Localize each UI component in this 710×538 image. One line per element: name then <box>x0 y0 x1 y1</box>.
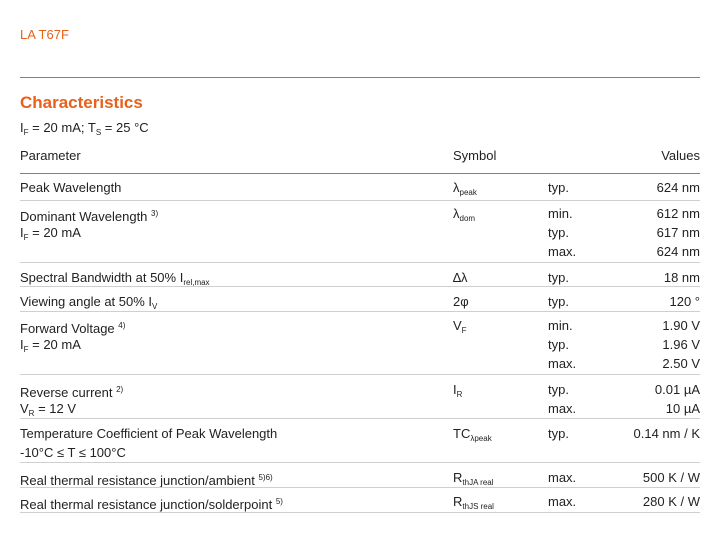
subscript: thJS real <box>462 502 494 511</box>
value-cell: 624 nm <box>656 180 700 195</box>
text-part: Forward Voltage <box>20 321 119 336</box>
condition-current-sub: F <box>23 128 29 137</box>
footnote-ref: 3) <box>151 209 159 218</box>
parameter-cell <box>20 178 121 197</box>
qualifier-cell: min. <box>548 318 573 333</box>
text-part: Dominant Wavelength <box>20 209 152 224</box>
footnote-ref: 5) <box>275 497 283 506</box>
column-header-parameter: Parameter <box>20 148 81 163</box>
symbol-cell <box>453 292 469 311</box>
value-cell: 624 nm <box>656 244 700 259</box>
parameter-cell <box>20 292 157 316</box>
qualifier-cell: typ. <box>548 225 569 240</box>
value-cell: 1.90 V <box>662 318 700 333</box>
qualifier-cell: typ. <box>548 337 569 352</box>
text-part: I <box>20 225 24 240</box>
symbol-cell <box>453 178 477 202</box>
text-part: -10°C ≤ T ≤ 100°C <box>20 445 126 460</box>
text-part: Viewing angle at 50% I <box>20 294 153 309</box>
subscript: R <box>456 390 463 399</box>
qualifier-cell: typ. <box>548 180 569 195</box>
qualifier-cell: min. <box>548 206 573 221</box>
subscript: F <box>23 345 29 354</box>
value-cell: 2.50 V <box>662 356 700 371</box>
text-part: = 20 mA <box>28 337 81 352</box>
row-divider <box>20 512 700 513</box>
text-part: I <box>20 337 24 352</box>
parameter-condition <box>20 399 76 423</box>
condition-current-symbol: I <box>20 120 24 135</box>
text-part: I <box>453 382 457 397</box>
subscript: F <box>461 326 467 335</box>
text-part: 2φ <box>453 294 469 309</box>
text-part: R <box>453 470 463 485</box>
parameter-condition <box>20 223 81 247</box>
value-cell: 500 K / W <box>642 470 700 485</box>
value-cell: 10 µA <box>665 401 700 416</box>
section-title: Characteristics <box>20 93 143 112</box>
measurement-conditions <box>20 120 149 137</box>
text-part: ∆λ <box>453 270 468 285</box>
row-divider <box>20 487 700 488</box>
text-part: Real thermal resistance junction/solderpoint <box>20 497 276 512</box>
subscript: dom <box>459 214 476 223</box>
qualifier-cell: max. <box>548 356 577 371</box>
text-part: Spectral Bandwidth at 50% I <box>20 270 184 285</box>
subscript: F <box>23 233 29 242</box>
column-header-values: Values <box>661 148 700 163</box>
qualifier-cell: max. <box>548 401 577 416</box>
condition-temp-sub: S <box>95 128 102 137</box>
footnote-ref: 2) <box>116 385 124 394</box>
row-divider <box>20 462 700 463</box>
subscript: thJA real <box>462 478 494 487</box>
part-number: LA T67F <box>20 27 69 42</box>
text-part: Real thermal resistance junction/ambient <box>20 473 259 488</box>
parameter-cell <box>20 492 283 514</box>
qualifier-cell: max. <box>548 244 577 259</box>
subscript: peak <box>459 188 477 197</box>
parameter-cell <box>20 424 277 443</box>
row-divider <box>20 286 700 287</box>
row-divider <box>20 262 700 263</box>
text-part: Peak Wavelength <box>20 180 122 195</box>
value-cell: 120 ° <box>669 294 700 309</box>
text-part: λ <box>453 206 460 221</box>
symbol-cell <box>453 380 462 404</box>
condition-temp-value: = 25 °C <box>101 120 149 135</box>
value-cell: 612 nm <box>656 206 700 221</box>
subscript: λpeak <box>470 434 492 443</box>
table-header-rule <box>20 173 700 174</box>
value-cell: 18 nm <box>663 270 700 285</box>
subscript: V <box>152 302 158 311</box>
text-part: R <box>453 494 463 509</box>
value-cell: 617 nm <box>656 225 700 240</box>
qualifier-cell: typ. <box>548 270 569 285</box>
symbol-cell <box>453 424 492 448</box>
text-part: Reverse current <box>20 385 117 400</box>
qualifier-cell: typ. <box>548 426 569 441</box>
text-part: λ <box>453 180 460 195</box>
parameter-condition <box>20 335 81 359</box>
symbol-cell <box>453 268 467 287</box>
value-cell: 0.01 µA <box>654 382 700 397</box>
column-header-symbol: Symbol <box>453 148 497 163</box>
qualifier-cell: max. <box>548 470 577 485</box>
symbol-cell <box>453 316 467 340</box>
row-divider <box>20 418 700 419</box>
value-cell: 0.14 nm / K <box>633 426 700 441</box>
symbol-cell <box>453 468 494 492</box>
row-divider <box>20 374 700 375</box>
header-rule <box>20 77 700 78</box>
text-part: TC <box>453 426 471 441</box>
qualifier-cell: typ. <box>548 294 569 309</box>
qualifier-cell: typ. <box>548 382 569 397</box>
text-part: = 12 V <box>34 401 77 416</box>
footnote-ref: 5)6) <box>258 473 273 482</box>
value-cell: 1.96 V <box>662 337 700 352</box>
condition-current-value: = 20 mA; T <box>28 120 96 135</box>
text-part: V <box>453 318 462 333</box>
footnote-ref: 4) <box>118 321 126 330</box>
text-part: Temperature Coefficient of Peak Wavelength <box>20 426 278 441</box>
qualifier-cell: max. <box>548 494 577 509</box>
text-part: = 20 mA <box>28 225 81 240</box>
row-divider <box>20 200 700 201</box>
parameter-cell <box>20 268 210 292</box>
value-cell: 280 K / W <box>642 494 700 509</box>
symbol-cell <box>453 204 475 228</box>
parameter-condition <box>20 443 126 462</box>
subscript: rel,max <box>183 278 210 287</box>
text-part: V <box>20 401 29 416</box>
row-divider <box>20 311 700 312</box>
subscript: R <box>28 409 35 418</box>
